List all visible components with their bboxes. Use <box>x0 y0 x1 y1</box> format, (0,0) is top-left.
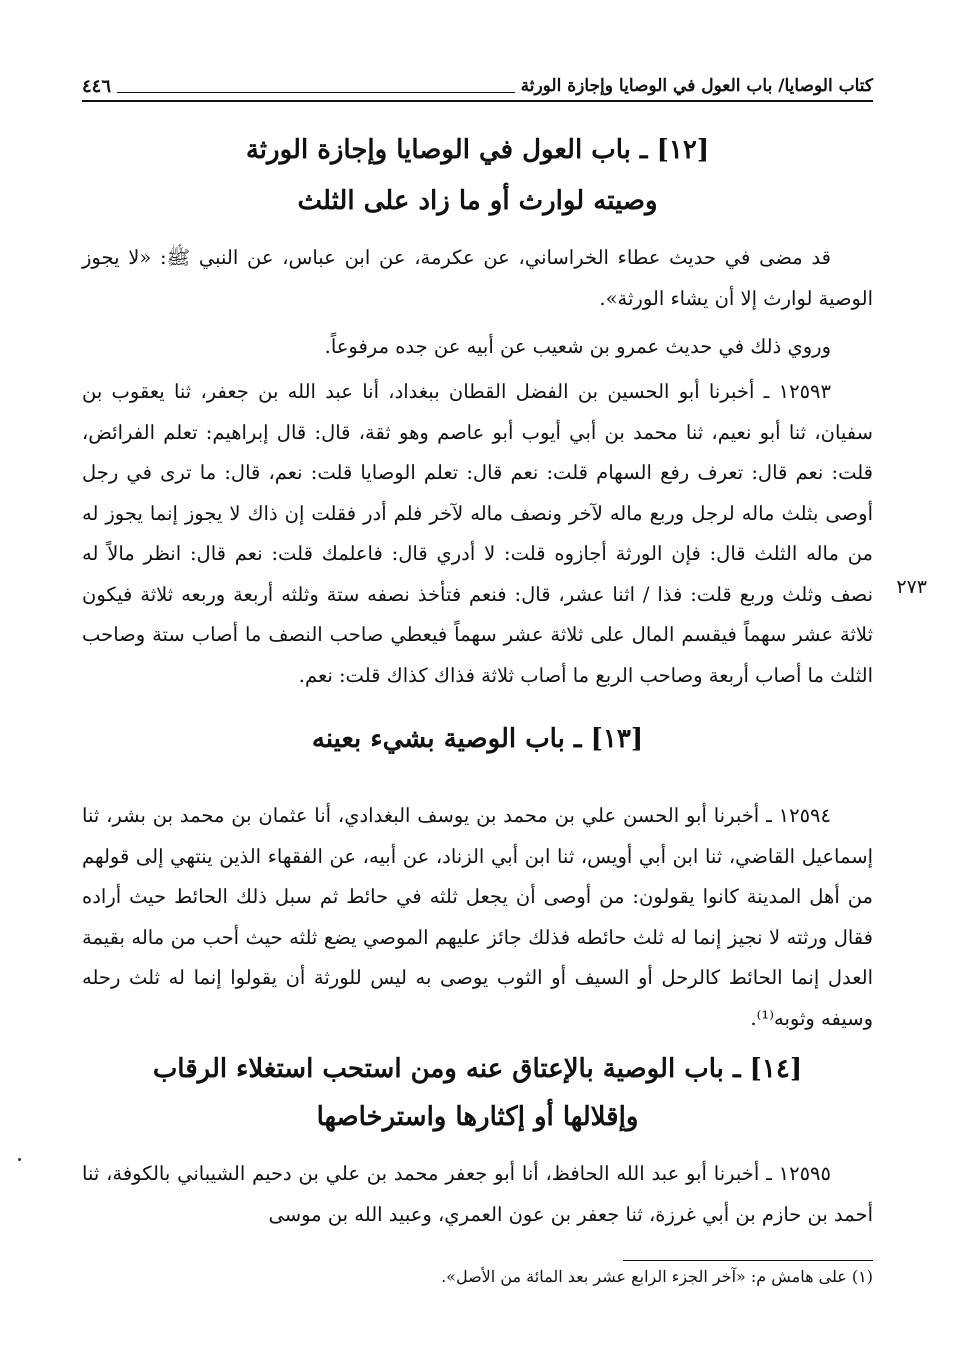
footnote: (١) على هامش م: «آخر الجزء الرابع عشر بعد المائة من الأصل». <box>441 1267 873 1286</box>
footnote-rule <box>623 1260 873 1261</box>
section-14-heading-line2: وإقلالها أو إكثارها واسترخاصها <box>316 1102 639 1132</box>
section-12-heading-line1: [١٢] ـ باب العول في الوصايا وإجازة الورثة <box>245 135 710 165</box>
paragraph-hadith-12594: ١٢٥٩٤ ـ أخبرنا أبو الحسن علي بن محمد بن يوسف البغدادي، أنا عثمان بن محمد بن بشر، ثنا إسماعيل القاضي، ثنا ابن أبي أويس، ثنا ابن أبي الزناد، عن أبيه، عن الفقهاء الذين ينتهي إلى قولهم من أهل المدينة كانوا يقولون: من أوصى أن يجعل ثلثه في حائط ثم سبل ذلك الحائط حيث أراده فقال ورثته لا نجيز إنما له ثلث حائطه فذلك جائز عليهم الموصي يضع ثلثه حيث أحب من ماله بقيمة العدل إنما الحائط كالرحل أو السيف أو الثوب يوصى به ليس للورثة أن يقولوا إنما له ثلث رحله وسيفه وثوبه⁽¹⁾. <box>82 804 873 1030</box>
running-head-rule <box>117 80 515 93</box>
paragraph-p2: وروي ذلك في حديث عمرو بن شعيب عن أبيه عن جده مرفوعاً. <box>324 335 831 358</box>
scan-speck <box>18 1158 21 1161</box>
paragraph-hadith-12593: ١٢٥٩٣ ـ أخبرنا أبو الحسين بن الفضل القطان ببغداد، أنا عبد الله بن جعفر، ثنا يعقوب بن سفيان، ثنا أبو نعيم، ثنا محمد بن أبي أيوب أبو عاصم وهو ثقة، قال: قال إبراهيم: تعلم الفرائض، قلت: نعم قال: تعرف رفع السهام قلت: نعم قال: تعلم الوصايا قلت: نعم، قال: ما ترى في رجل أوصى بثلث ماله لرجل وربع ماله لآخر ونصف ماله لآخر فلم أدر فقلت إن ذاك لا يجوز إنما يجوز له من ماله الثلث قال: فإن الورثة أجازوه قلت: لا أدري قال: فاعلمك قلت: نعم قال: انظر مالاً له نصف وثلث وربع قلت: فذا / اثنا عشر، قال: فنعم فتأخذ نصفه ستة وثلثه أربعة وربعه ثلاثة فيكون ثلاثة عشر سهماً فيقسم المال على ثلاثة عشر سهماً فيعطي صاحب النصف ما أصاب ستة وصاحب الثلث ما أصاب أربعة وصاحب الربع ما أصاب ثلاثة فذاك كذاك قلت: نعم. <box>82 380 873 687</box>
running-head <box>82 70 873 102</box>
section-13-heading: [١٣] ـ باب الوصية بشيء بعينه <box>311 724 644 754</box>
paragraph-p1: قد مضى في حديث عطاء الخراساني، عن عكرمة، عن ابن عباس، عن النبي ﷺ: «لا يجوز الوصية لوارث إلا أن يشاء الورثة». <box>82 246 873 310</box>
running-head-underline <box>82 100 873 102</box>
section-14-heading-line1: [١٤] ـ باب الوصية بالإعتاق عنه ومن استحب استغلاء الرقاب <box>152 1054 803 1084</box>
running-head-title: كتاب الوصايا/ باب العول في الوصايا وإجازة الورثة <box>520 76 873 96</box>
margin-page-marker: ٢٧٣ <box>896 576 927 598</box>
paragraph-hadith-12595: ١٢٥٩٥ ـ أخبرنا أبو عبد الله الحافظ، أنا أبو جعفر محمد بن علي بن دحيم الشيباني بالكوفة، ثنا أحمد بن حازم بن أبي غرزة، ثنا جعفر بن عون العمري، وعبيد الله بن موسى <box>82 1162 873 1226</box>
section-12-heading-line2: وصيته لوارث أو ما زاد على الثلث <box>297 186 658 216</box>
page-number: ٤٤٦ <box>82 75 112 97</box>
